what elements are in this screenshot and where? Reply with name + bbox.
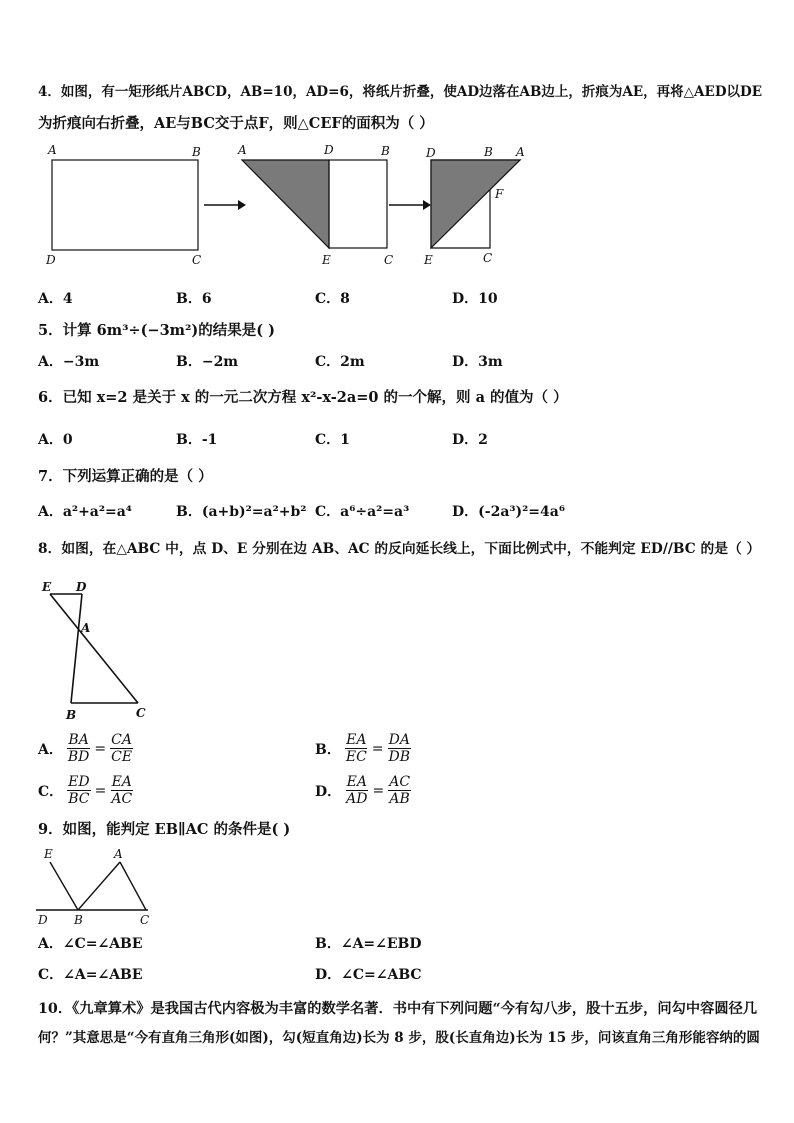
q8-option-b[interactable]: B． $\frac{EA}{EC}$ = $\frac{DA}{DB}$: [315, 732, 411, 765]
q4-line1: 4．如图，有一矩形纸片ABCD，AB=10，AD=6，将纸片折叠，使AD边落在AB边上，折痕为AE，再将△AED以DE: [38, 84, 763, 100]
q9-text: 9．如图，能判定 EB∥AC 的条件是( ): [38, 821, 291, 838]
q10-line2: 何？”其意思是“今有直角三角形(如图)，勾(短直角边)长为 8 步，股(长直角边)长为 15 步，问该直角三角形能容纳的圆: [38, 1030, 760, 1046]
q7-option-a[interactable]: A．a²+a²=a⁴: [38, 504, 132, 520]
label-B: B: [192, 145, 201, 159]
label-E: E: [44, 847, 53, 861]
label-D: D: [324, 143, 334, 157]
q8-option-a[interactable]: A． $\frac{BA}{BD}$ = $\frac{CA}{CE}$: [38, 732, 133, 765]
q8-option-d-label: D．: [315, 783, 342, 800]
q5-option-c[interactable]: C．2m: [315, 354, 365, 370]
label-A: A: [516, 145, 525, 159]
q7-option-c[interactable]: C．a⁶÷a²=a³: [315, 504, 410, 520]
label-E: E: [322, 253, 331, 267]
label-E: E: [42, 580, 52, 594]
label-D: D: [426, 146, 436, 160]
fraction: $\frac{BA}{BD}$: [67, 732, 90, 765]
fraction: $\frac{EA}{EC}$: [345, 732, 367, 765]
q4-option-a[interactable]: A．4: [38, 291, 73, 307]
fraction: $\frac{DA}{DB}$: [388, 732, 411, 765]
label-A: A: [114, 847, 123, 861]
q9-option-d[interactable]: D．∠C=∠ABC: [315, 967, 422, 983]
fraction: $\frac{EA}{AD}$: [346, 774, 368, 807]
q4-line2: 为折痕向右折叠，AE与BC交于点F，则△CEF的面积为（ ）: [38, 115, 434, 132]
label-A: A: [48, 143, 57, 157]
label-B: B: [381, 144, 390, 158]
label-B: B: [66, 708, 77, 722]
q4-figure-fold2: [420, 140, 535, 270]
q8-option-d[interactable]: D． $\frac{EA}{AD}$ = $\frac{AC}{AB}$: [315, 774, 411, 807]
q8-option-a-label: A．: [38, 741, 63, 758]
q10-line1: 10．《九章算术》是我国古代内容极为丰富的数学名著．书中有下列问题“今有勾八步，股十五步，问勾中容圆径几: [38, 1001, 758, 1017]
label-B: B: [484, 145, 493, 159]
label-C: C: [140, 913, 150, 927]
q5-option-b[interactable]: B．−2m: [176, 354, 239, 370]
remaining-rectangle: [329, 160, 387, 248]
label-C: C: [136, 706, 146, 720]
q7-text: 7．下列运算正确的是（ ）: [38, 468, 213, 485]
label-D: D: [46, 253, 56, 267]
q6-option-d[interactable]: D．2: [452, 432, 488, 448]
q9-option-b[interactable]: B．∠A=∠EBD: [315, 936, 422, 952]
label-D: D: [76, 580, 87, 594]
fraction: $\frac{AC}{AB}$: [389, 774, 411, 807]
q8-text: 8．如图，在△ABC 中，点 D、E 分别在边 AB、AC 的反向延长线上，下面比例式中，不能判定 ED//BC 的是（ ）: [38, 541, 761, 557]
q6-option-a[interactable]: A．0: [38, 432, 73, 448]
shaded-triangle: [431, 160, 520, 248]
label-A: A: [81, 621, 91, 635]
q9-figure: [36, 846, 166, 928]
q4-option-c[interactable]: C．8: [315, 291, 350, 307]
q9-option-a[interactable]: A．∠C=∠ABE: [38, 936, 143, 952]
q8-figure: [38, 576, 158, 724]
label-A: A: [238, 143, 247, 157]
q6-option-b[interactable]: B．-1: [176, 432, 218, 448]
q5-text: 5．计算 6m³÷(−3m²)的结果是( ): [38, 322, 275, 339]
q8-option-c[interactable]: C． $\frac{ED}{BC}$ = $\frac{EA}{AC}$: [38, 774, 133, 807]
label-C: C: [483, 251, 493, 265]
q7-option-d[interactable]: D．(-2a³)²=4a⁶: [452, 504, 565, 520]
q7-option-b[interactable]: B．(a+b)²=a²+b²: [176, 504, 307, 520]
label-D: D: [38, 913, 48, 927]
fraction: $\frac{ED}{BC}$: [68, 774, 90, 807]
shaded-triangle: [242, 160, 329, 248]
fraction: $\frac{CA}{CE}$: [111, 732, 133, 765]
q4-option-d[interactable]: D．10: [452, 291, 498, 307]
q8-option-c-label: C．: [38, 783, 64, 800]
q4-figure-fold1: [234, 140, 399, 270]
label-C: C: [192, 253, 202, 267]
label-B: B: [74, 913, 83, 927]
q4-option-b[interactable]: B．6: [176, 291, 212, 307]
q6-option-c[interactable]: C．1: [315, 432, 350, 448]
q6-text: 6．已知 x=2 是关于 x 的一元二次方程 x²-x-2a=0 的一个解，则 a 的值为（ ）: [38, 389, 568, 406]
rectangle-abcd: [52, 160, 198, 250]
q9-option-c[interactable]: C．∠A=∠ABE: [38, 967, 143, 983]
label-C: C: [384, 253, 394, 267]
q8-option-b-label: B．: [315, 741, 341, 758]
q5-option-d[interactable]: D．3m: [452, 354, 503, 370]
label-F: F: [495, 187, 504, 201]
fraction: $\frac{EA}{AC}$: [111, 774, 133, 807]
q4-figure-rectangle: [40, 140, 220, 270]
label-E: E: [424, 253, 433, 267]
q5-option-a[interactable]: A．−3m: [38, 354, 100, 370]
